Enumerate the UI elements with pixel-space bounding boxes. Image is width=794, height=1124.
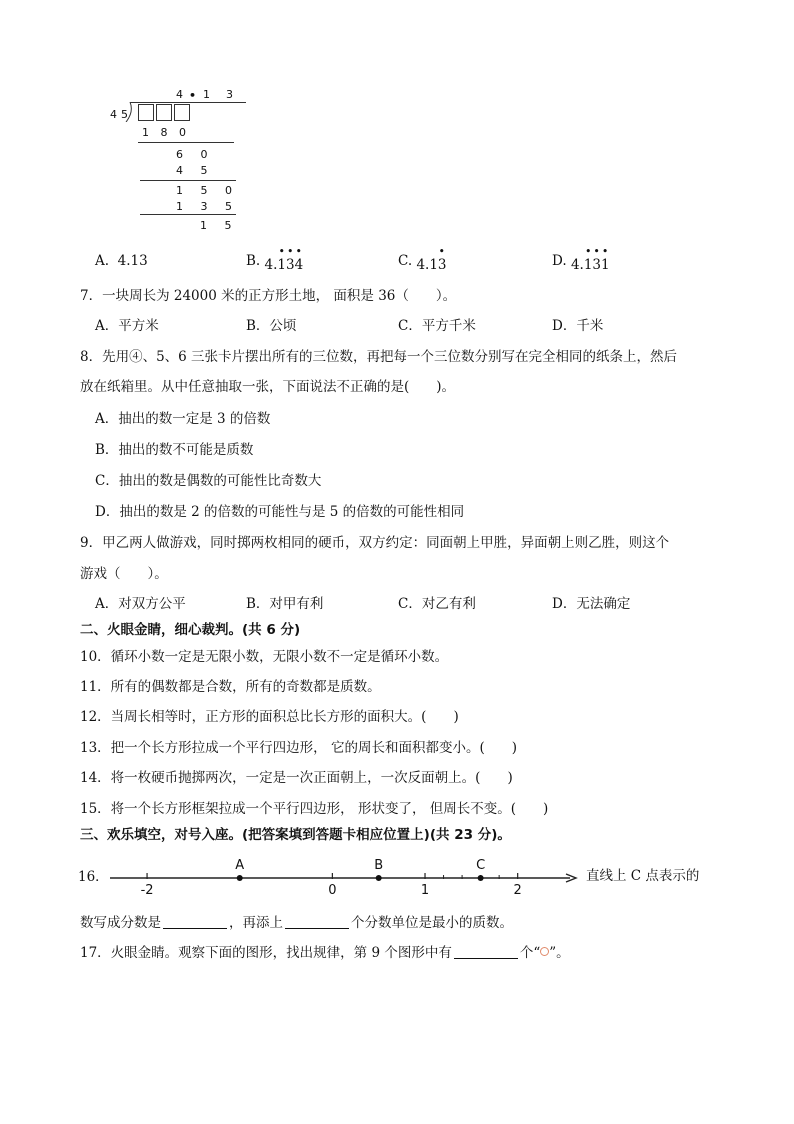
q9-option-a[interactable]: A．对双方公平 [95,596,186,612]
question-13: 13．把一个长方形拉成一个平行四边形， 它的周长和面积都变小。( ) [80,740,518,756]
quotient-digit: 4 [176,88,183,101]
division-row: 4 5 [176,164,208,177]
question-8-line2: 放在纸箱里。从中任意抽取一张，下面说法不正确的是( )。 [80,379,456,395]
point-C [478,875,484,881]
q7-option-a[interactable]: A．平方米 [95,318,159,334]
q7-option-b[interactable]: B．公顷 [246,318,297,334]
question-14: 14．将一枚硬币抛掷两次，一定是一次正面朝上，一次反面朝上。( ) [80,770,513,786]
answer-blank-count[interactable] [285,915,349,929]
answer-blank-fraction[interactable] [163,915,227,929]
point-B [376,875,382,881]
section-2-heading: 二、火眼金睛，细心裁判。(共 6 分) [80,622,301,638]
q7-option-d[interactable]: D．千米 [552,318,604,334]
q9-option-c[interactable]: C．对乙有利 [398,596,476,612]
q8-option-b[interactable]: B．抽出的数不可能是质数 [95,442,254,458]
q6-option-d[interactable]: D. ••• 4.131 [552,245,611,273]
quotient-bar [130,102,246,103]
q9-option-d[interactable]: D．无法确定 [552,596,631,612]
division-row: 1 5 0 [176,184,232,197]
question-17: 17．火眼金睛。观察下面的图形，找出规律，第 9 个图形中有 个“ ”。 [80,945,570,961]
question-9-line2: 游戏（ ）。 [80,566,168,582]
q6-option-c[interactable]: C. • 4.13 [398,245,447,273]
tick-label: 1 [420,883,430,898]
number-line [100,848,586,900]
question-10: 10．循环小数一定是无限小数，无限小数不一定是循环小数。 [80,649,449,665]
q6-option-a[interactable]: A. 4.13 [95,253,148,269]
q8-option-d[interactable]: D．抽出的数是 2 的倍数的可能性与是 5 的倍数的可能性相同 [95,504,465,520]
question-11: 11．所有的偶数都是合数，所有的奇数都是质数。 [80,679,381,695]
question-9-line1: 9．甲乙两人做游戏，同时掷两枚相同的硬币，双方约定：同面朝上甲胜，异面朝上则乙胜，则这个 [80,535,670,551]
division-row: 1 3 5 [176,200,232,213]
question-12: 12．当周长相等时，正方形的面积总比长方形的面积大。( ) [80,709,459,725]
division-row: 1 5 [200,219,232,232]
question-16-number: 16． [78,869,109,885]
section-3-heading: 三、欢乐填空，对号入座。(把答案填到答题卡相应位置上)(共 23 分)。 [80,827,511,843]
point-label-B: B [374,858,384,873]
q6-option-b[interactable]: B. ••• 4.134 [246,245,304,273]
q9-option-b[interactable]: B．对甲有利 [246,596,324,612]
tick-label: 0 [328,883,337,898]
point-label-A: A [235,858,245,873]
question-16-right-text: 直线上 C 点表示的 [586,868,700,884]
point-A [237,875,243,881]
division-row: 1 8 0 [142,126,186,139]
tick-label: -2 [140,883,154,898]
point-label-C: C [476,858,486,873]
question-16-line2: 数写成分数是 ，再添上 个分数单位是最小的质数。 [80,915,513,931]
tick-label: 2 [513,883,522,898]
divisor: 45 [110,108,132,121]
dividend-box [174,104,190,121]
q8-option-c[interactable]: C．抽出的数是偶数的可能性比奇数大 [95,473,322,489]
dividend-box [138,104,154,121]
quotient-digit: 3 [226,88,233,101]
dividend-box [156,104,172,121]
circle-icon [540,947,549,956]
question-15: 15．将一个长方形框架拉成一个平行四边形， 形状变了， 但周长不变。( ) [80,801,549,817]
question-7: 7．一块周长为 24000 米的正方形土地， 面积是 36（ ）。 [80,288,457,304]
answer-blank-circles[interactable] [454,945,518,959]
division-bracket [124,102,136,122]
decimal-point: • [189,89,197,102]
quotient-digit: 1 [203,88,210,101]
question-8-line1: 8．先用④、5、6 三张卡片摆出所有的三位数，再把每一个三位数分别写在完全相同的纸条上，然后 [80,349,678,365]
q8-option-a[interactable]: A．抽出的数一定是 3 的倍数 [95,411,271,427]
q7-option-c[interactable]: C．平方千米 [398,318,476,334]
division-row: 6 0 [176,148,208,161]
